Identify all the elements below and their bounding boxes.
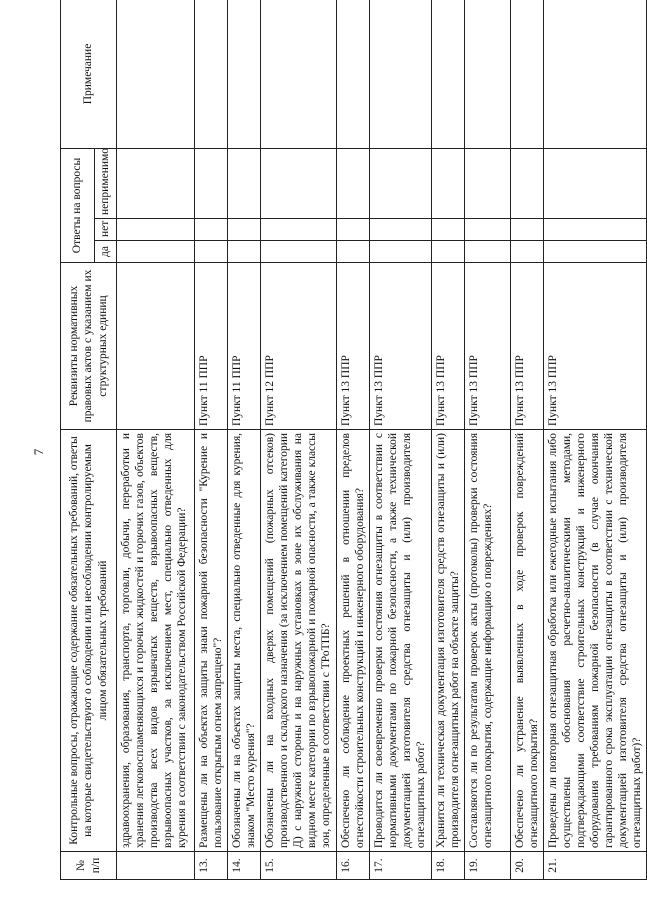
answer-yes-cell[interactable] — [195, 241, 228, 263]
answer-na-cell[interactable] — [261, 148, 337, 218]
note-cell[interactable] — [544, 0, 647, 148]
row-question: Хранится ли техническая документация изготовителя средств огнезащиты и (или) производителя огнезащитных работ на объекте защиты? — [432, 430, 465, 852]
answer-na-cell[interactable] — [432, 148, 465, 218]
note-cell[interactable] — [370, 0, 432, 148]
row-question: Обеспечено ли устранение выявленных в ходе проверок повреждений огнезащитного покрытия? — [511, 430, 544, 852]
answer-no-cell[interactable] — [544, 219, 647, 241]
row-num: 13. — [195, 852, 228, 880]
answer-na-cell[interactable] — [228, 148, 261, 218]
table-row — [117, 0, 195, 880]
row-num — [117, 852, 195, 880]
row-ref: Пункт 12 ППР — [261, 263, 337, 430]
answer-no-cell[interactable] — [195, 219, 228, 241]
checklist-table — [60, 0, 647, 880]
row-ref: Пункт 13 ППР — [465, 263, 511, 430]
table-row — [337, 0, 370, 880]
answer-no-cell[interactable] — [511, 219, 544, 241]
header-num: № п/п — [61, 852, 117, 880]
page-number: 7 — [31, 448, 46, 456]
row-num: 21. — [544, 852, 647, 880]
row-question: Обеспечено ли соблюдение проектных решений в отношении пределов огнестойкости строительных конструкций и инженерного оборудования? — [337, 430, 370, 852]
table-row — [370, 0, 432, 880]
row-question: Составляются ли по результатам проверок акты (протоколы) проверки состояния огнезащитного покрытия, содержащие информацию о повреждениях? — [465, 430, 511, 852]
row-question: Проведены ли повторная огнезащитная обработка или ежегодные испытания либо осуществлены обоснования расчетно-аналитическими методами, подтверждающими соответствие строительных конструкций и инженерного оборудования требованиям пожарной безопасности (в случае окончания гарантированного срока эксплуатации огнезащиты в соответствии с технической документацией изготовителя средства огнезащиты и (или) производителя огнезащитных работ)? — [544, 430, 647, 852]
answer-yes-cell[interactable] — [337, 241, 370, 263]
row-num: 20. — [511, 852, 544, 880]
answer-no-cell[interactable] — [370, 219, 432, 241]
answer-na-cell[interactable] — [511, 148, 544, 218]
row-ref: Пункт 13 ППР — [432, 263, 465, 430]
answer-na-cell[interactable] — [465, 148, 511, 218]
note-cell[interactable] — [337, 0, 370, 148]
note-cell[interactable] — [195, 0, 228, 148]
answer-na-cell[interactable] — [117, 148, 195, 218]
note-cell[interactable] — [117, 0, 195, 148]
answer-na-cell[interactable] — [544, 148, 647, 218]
answer-no-cell[interactable] — [432, 219, 465, 241]
table-row — [544, 0, 647, 880]
row-question: здравоохранения, образования, транспорта, торговли, добычи, переработки и хранения легковоспламеняющихся и горючих жидкостей и горючих газов, объектов производства всех видов взрывчатых веществ, взрывоопасных веществ, взрывоопасных участков, за исключением мест, специально отведенных для курения в соответствии с законодательством Российской Федерации? — [117, 430, 195, 852]
row-ref: Пункт 11 ППР — [195, 263, 228, 430]
row-ref: Пункт 13 ППР — [511, 263, 544, 430]
note-cell[interactable] — [261, 0, 337, 148]
answer-na-cell[interactable] — [370, 148, 432, 218]
answer-yes-cell[interactable] — [465, 241, 511, 263]
answer-yes-cell[interactable] — [370, 241, 432, 263]
note-cell[interactable] — [465, 0, 511, 148]
row-question: Обозначены ли на входных дверях помещений (пожарных отсеков) производственного и складского назначения (за исключением помещений категории Д) с наружной стороны и на наружных установках в зоне их обслуживания на видном месте категории по взрывопожарной и пожарной опасности, а также классы зон, определенные в соответствии с ТРоТПБ? — [261, 430, 337, 852]
row-num: 17. — [370, 852, 432, 880]
row-num: 14. — [228, 852, 261, 880]
answer-yes-cell[interactable] — [544, 241, 647, 263]
header-question: Контрольные вопросы, отражающие содержание обязательных требований, ответы на которые свидетельствуют о соблюдении или несоблюдении контролируемым лицом обязательных требований — [61, 430, 117, 852]
row-question: Обозначены ли на объектах защиты места, специально отведенные для курения, знаком "Место курения"? — [228, 430, 261, 852]
table-row — [511, 0, 544, 880]
row-num: 15. — [261, 852, 337, 880]
header-na: неприменимо — [95, 148, 117, 218]
header-answers: Ответы на вопросы — [61, 148, 95, 262]
header-no: нет — [95, 219, 117, 241]
note-cell[interactable] — [511, 0, 544, 148]
row-question: Размещены ли на объектах защиты знаки пожарной безопасности "Курение и пользование открытым огнем запрещено"? — [195, 430, 228, 852]
answer-yes-cell[interactable] — [432, 241, 465, 263]
row-question: Проводится ли своевременно проверки состояния огнезащиты в соответствии с нормативными документами по пожарной безопасности, а также технической документацией изготовителя средства огнезащиты и (или) производителя огнезащитных работ? — [370, 430, 432, 852]
table-row — [228, 0, 261, 880]
answer-no-cell[interactable] — [117, 219, 195, 241]
row-ref: Пункт 11 ППР — [228, 263, 261, 430]
row-num: 19. — [465, 852, 511, 880]
row-ref: Пункт 13 ППР — [337, 263, 370, 430]
answer-yes-cell[interactable] — [511, 241, 544, 263]
note-cell[interactable] — [432, 0, 465, 148]
answer-na-cell[interactable] — [195, 148, 228, 218]
table-row — [465, 0, 511, 880]
answer-no-cell[interactable] — [261, 219, 337, 241]
row-num: 16. — [337, 852, 370, 880]
row-ref: Пункт 13 ППР — [370, 263, 432, 430]
answer-yes-cell[interactable] — [261, 241, 337, 263]
header-note: Примечание — [61, 0, 117, 148]
rotated-checklist-sheet — [60, 0, 644, 880]
header-yes: да — [95, 241, 117, 263]
row-num: 18. — [432, 852, 465, 880]
note-cell[interactable] — [228, 0, 261, 148]
answer-no-cell[interactable] — [465, 219, 511, 241]
answer-no-cell[interactable] — [228, 219, 261, 241]
row-ref — [117, 263, 195, 430]
table-row — [195, 0, 228, 880]
header-refs: Реквизиты нормативных правовых актов с указанием их структурных единиц — [61, 263, 117, 430]
answer-yes-cell[interactable] — [117, 241, 195, 263]
answer-no-cell[interactable] — [337, 219, 370, 241]
table-row — [432, 0, 465, 880]
answer-yes-cell[interactable] — [228, 241, 261, 263]
table-row — [261, 0, 337, 880]
row-ref: Пункт 13 ППР — [544, 263, 647, 430]
answer-na-cell[interactable] — [337, 148, 370, 218]
